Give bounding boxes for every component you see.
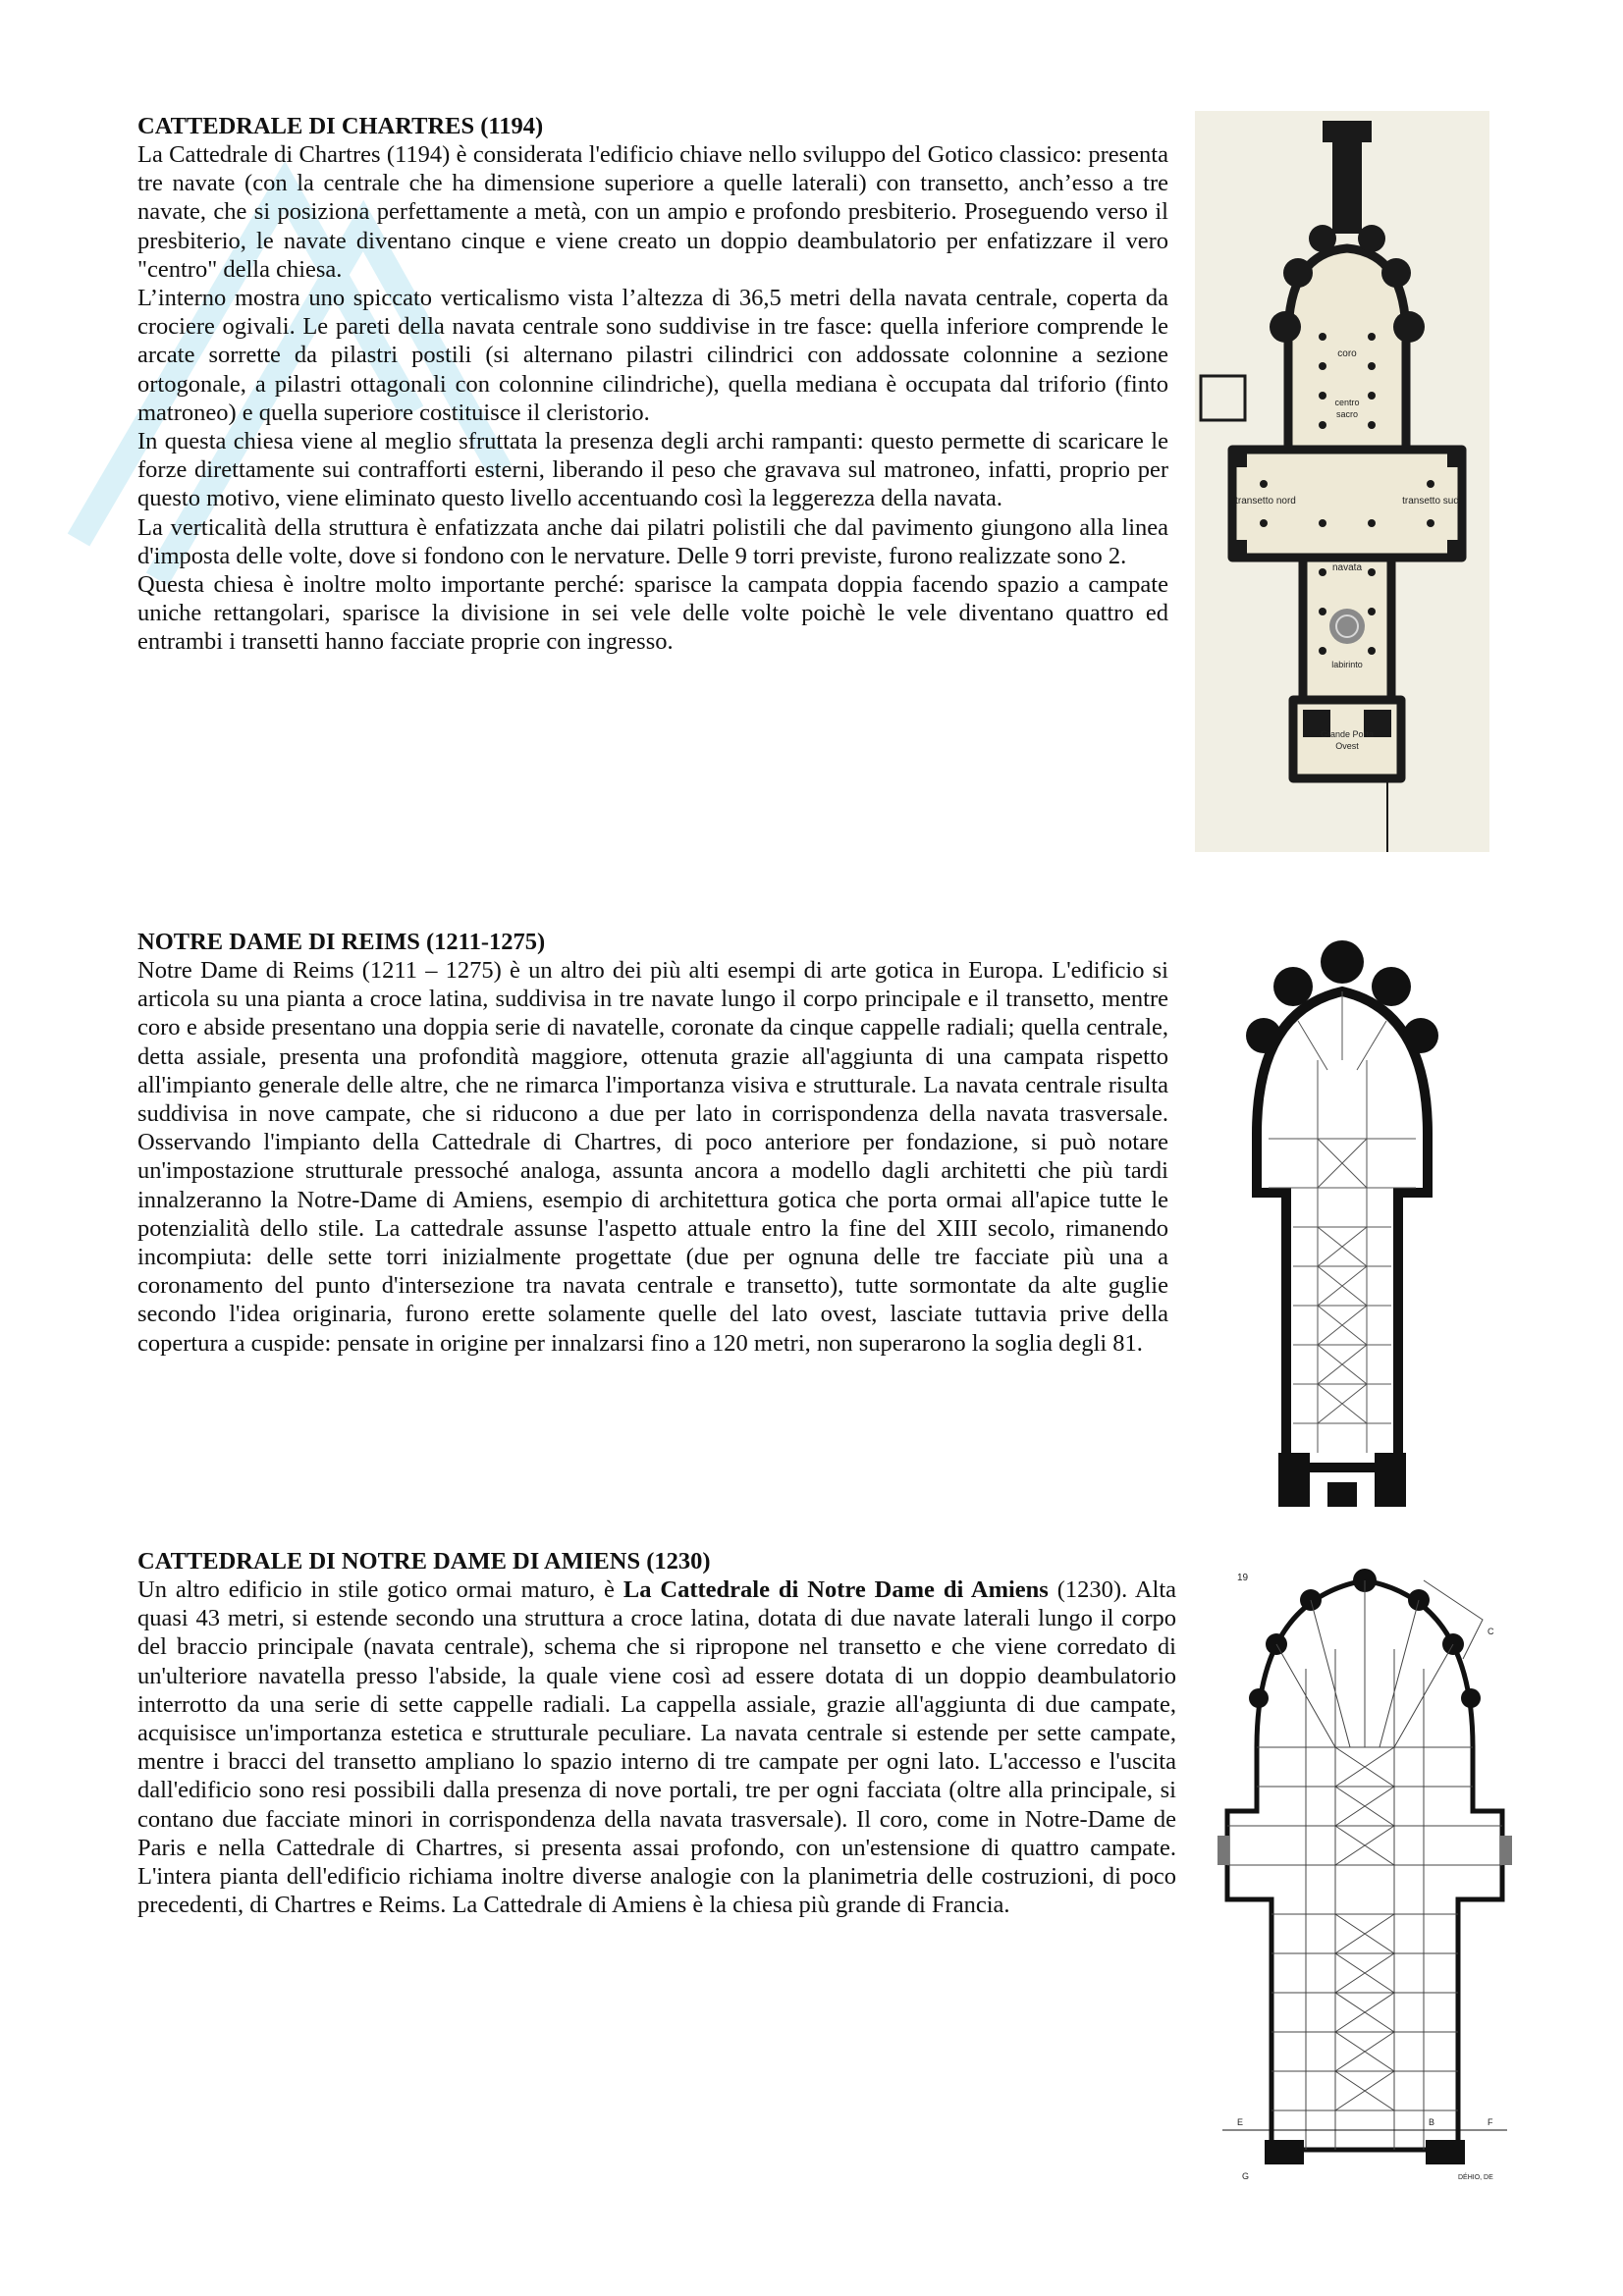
- paragraph: Notre Dame di Reims (1211 – 1275) è un altro dei più alti esempi di arte gotica in Europa. L'edificio si articola su una pianta a croce latina, suddivisa in tre navate lungo il corpo principale e il transetto, mentre coro e abside presentano una doppia serie di navatelle, coronate da cinque cappelle radiali; quella centrale, detta assiale, presenta una profondità maggiore, ottenuta grazie all'aggiunta di una campata rispetto all'impianto generale delle altre, che ne rimarca l'importanza visiva e strutturale. La navata centrale risulta suddivisa in nove campate, che si riducono a due per lato in corrispondenza della navata trasversale. Osservando l'impianto della Cattedrale di Chartres, di poco anteriore per fondazione, si può notare un'impostazione strutturale pressoché analoga, assunta ancora a modello dagli architetti che più tardi innalzeranno la Notre-Dame di Amiens, esempio di architettura gotica che porta ormai all'apice tutte le potenzialità dello stile. La cattedrale assunse l'aspetto attuale entro la fine del XIII secolo, rimanendo incompiuta: delle sette torri inizialmente progettate (due per ognuna delle tre facciate più una a coronamento del punto d'intersezione tra navata centrale e transetto), tutte sormontate da alte guglie secondo l'idea originaria, furono erette solamente quelle del lato ovest, lasciate tuttavia prive della copertura a cuspide: pensate in origine per innalzarsi fino a 120 metri, non superarono la soglia degli 81.: [137, 957, 1168, 1357]
- label-sacro: sacro: [1335, 409, 1359, 419]
- section-title: CATTEDRALE DI CHARTRES (1194): [137, 113, 544, 139]
- label-e: E: [1237, 2117, 1244, 2127]
- label-labirinto: labirinto: [1331, 660, 1363, 669]
- paragraph-rest: (1230). Alta quasi 43 metri, si estende secondo una struttura a croce latina, dotata di due navate laterali lungo il corpo del braccio principale (navata centrale), schema che si ripropone nel transetto e che viene corredato di un'ulteriore navatella presso l'abside, la quale viene così ad essere dotata di un doppio deambulatorio interrotto da una serie di sette cappelle radiali. La cappella assiale, grazie all'aggiunta di due campate, acquisisce un'importanza estetica e strutturale peculiare. La navata centrale si estende per sette campate, mentre i bracci del transetto ampliano lo spazio interno di tre campate per ogni lato. L'accesso e l'uscita dall'edificio sono resi possibili dalla presenza di nove portali, tre per ogni facciata (oltre alla principale, si contano due facciate minori in corrispondenza della navata trasversale). Il coro, come in Notre-Dame de Paris e nella Cattedrale di Chartres, si presenta assai profondo, con un'estensione di quattro campate. L'intera pianta dell'edificio richiama inoltre diverse analogie con la planimetria delle costruzioni, di poco precedenti, di Chartres e Reims. La Cattedrale di Amiens è la chiesa più grande di Francia.: [137, 1576, 1176, 1919]
- paragraph: La Cattedrale di Chartres (1194) è considerata l'edificio chiave nello sviluppo del Gotico classico: presenta tre navate (con la centrale che ha dimensione superiore a quelle laterali) con transetto, anch’esso a tre navate, che si posiziona perfettamente a metà, con un ampio e profondo presbiterio. Proseguendo verso il presbiterio, le navate diventano cinque e viene creato un doppio deambulatorio per enfatizzare il vero "centro" della chiesa.: [137, 141, 1168, 283]
- label-transetto-sud: transetto sud: [1402, 496, 1459, 507]
- label-ovest: Ovest: [1335, 741, 1359, 751]
- paragraph: In questa chiesa viene al meglio sfruttata la presenza degli archi rampanti: questo permette di scaricare le forze direttamente sui contrafforti esterni, liberando il peso che gravava sul matroneo, infatti, proprio per questo motivo, viene eliminato questo livello accentuando così la leggerezza della navata.: [137, 428, 1168, 512]
- reims-floor-plan: [1239, 933, 1445, 1512]
- amiens-floor-plan: [1217, 1561, 1512, 2199]
- chartres-floor-plan: [1195, 111, 1489, 852]
- section-title: CATTEDRALE DI NOTRE DAME DI AMIENS (1230): [137, 1548, 711, 1575]
- paragraph: La verticalità della struttura è enfatizzata anche dai pilatri polistili che dal pavimento giungono alla linea d'imposta delle volte, dove si fondono con le nervature. Delle 9 torri previste, furono realizzate sono 2.: [137, 513, 1168, 569]
- section-title: NOTRE DAME DI REIMS (1211-1275): [137, 929, 546, 955]
- label-navata: navata: [1331, 562, 1363, 573]
- paragraph: [137, 1575, 1176, 1919]
- label-signature: DÉHIO, DE: [1458, 2174, 1493, 2181]
- label-b: B: [1429, 2117, 1435, 2127]
- paragraph: L’interno mostra uno spiccato verticalismo vista l’altezza di 36,5 metri della navata centrale, coperta da crociere ogivali. Le pareti della navata centrale sono suddivise in tre fasce: quella inferiore comprende le arcate sorrette da pilastri postili (si alternano pilastri cilindrici con addossate colonnine a sezione ortogonale, a pilastri ottagonali con colonnine cilindriche), quella mediana è occupata dal triforio (finto matroneo) e quella superiore costituisce il cleristorio.: [137, 285, 1168, 426]
- label-g: G: [1242, 2171, 1250, 2181]
- label-transetto-nord: transetto nord: [1235, 496, 1296, 507]
- label-coro: coro: [1337, 348, 1357, 359]
- section-reims: [137, 928, 1168, 1358]
- label-number: 19: [1237, 1573, 1249, 1583]
- label-grande-porta: Grande Porta: [1320, 729, 1375, 739]
- label-centro: centro: [1334, 398, 1360, 407]
- section-amiens: [137, 1547, 1176, 1919]
- paragraph: Questa chiesa è inoltre molto importante perché: sparisce la campata doppia facendo spazio a campate uniche rettangolari, sparisce la divisione in sei vele delle volte poichè le vele diventano quattro ed entrambi i transetti hanno facciate proprie con ingresso.: [137, 571, 1168, 656]
- label-f: F: [1488, 2117, 1493, 2127]
- label-c: C: [1488, 1627, 1494, 1636]
- paragraph-intro: Un altro edificio in stile gotico ormai maturo, è: [137, 1576, 623, 1603]
- paragraph-bold-name: La Cattedrale di Notre Dame di Amiens: [622, 1576, 1049, 1603]
- section-chartres: [137, 112, 1168, 657]
